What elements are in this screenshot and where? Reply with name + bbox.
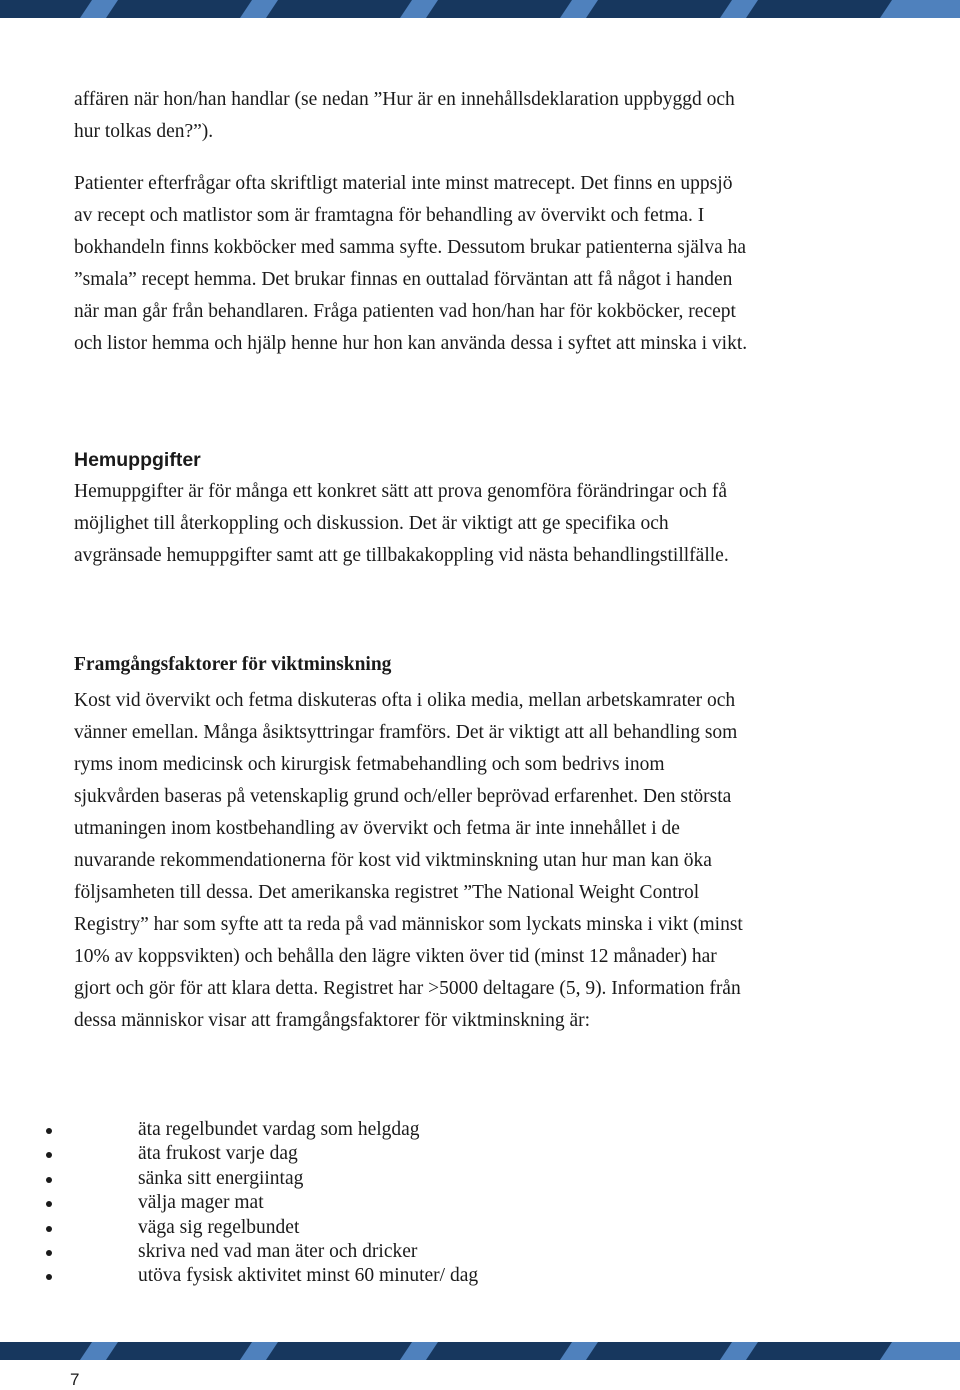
bullet-icon	[46, 1201, 52, 1207]
list-item-text: väga sig regelbundet	[138, 1216, 300, 1238]
bullet-icon	[46, 1128, 52, 1134]
bullet-icon	[46, 1226, 52, 1232]
list-item-text: sänka sitt energiintag	[138, 1167, 304, 1189]
page-number: 7	[70, 1370, 80, 1389]
bullet-icon	[46, 1177, 52, 1183]
list-item-text: välja mager mat	[138, 1192, 264, 1214]
list-item-text: äta regelbundet vardag som helgdag	[138, 1119, 420, 1140]
paragraph-1: affären när hon/han handlar (se nedan ”Hur är en innehållsdeklaration uppbyggd och hur tolkas den?”).	[74, 89, 735, 142]
footer-stripe-graphic	[0, 1342, 960, 1360]
header-stripe-graphic	[0, 0, 960, 18]
heading-framgangsfaktorer: Framgångsfaktorer för viktminskning	[74, 654, 392, 675]
paragraph-4: Kost vid övervikt och fetma diskuteras ofta i olika media, mellan arbetskamrater och vänner emellan. Många åsiktsyttringar framförs. Det är viktigt att all behandling som ryms inom medicinsk och kirurgisk fetmabehandling och som bedrivs inom sjukvården baseras på vetenskaplig grund och/eller beprövad erfarenhet. Den största utmaningen inom kostbehandling av övervikt och fetma är inte innehållet i de nuvarande rekommendationerna för kost vid viktminskning utan hur man kan öka följsamheten till dessa. Det amerikanska registret ”The National Weight Control Registry” har som syfte att ta reda på vad människor som lyckats minska i vikt (minst 10% av koppsvikten) och behålla den lägre vikten över tid (minst 12 månader) har gjort och gör för att klara detta. Registret har >5000 deltagare (5, 9). Information från dessa människor visar att framgångsfaktorer för viktminskning är:	[74, 690, 743, 1031]
bullet-icon	[46, 1152, 52, 1158]
list-item-text: utöva fysisk aktivitet minst 60 minuter/ dag	[138, 1265, 479, 1287]
list-item-text: skriva ned vad man äter och dricker	[138, 1240, 418, 1262]
bullet-icon	[46, 1274, 52, 1280]
paragraph-3: Hemuppgifter är för många ett konkret sätt att prova genomföra förändringar och få möjlighet till återkoppling och diskussion. Det är viktigt att ge specifika och avgränsade hemuppgifter samt att ge tillbakakoppling vid nästa behandlingstillfälle.	[74, 481, 729, 566]
bullet-icon	[46, 1250, 52, 1256]
heading-hemuppgifter: Hemuppgifter	[74, 449, 201, 471]
footer-band	[0, 1342, 960, 1360]
header-band	[0, 0, 960, 18]
list-item-text: äta frukost varje dag	[138, 1143, 298, 1165]
paragraph-2: Patienter efterfrågar ofta skriftligt material inte minst matrecept. Det finns en uppsjö av recept och matlistor som är framtagna för behandling av övervikt och fetma. I bokhandeln finns kokböcker med samma syfte. Dessutom brukar patienterna själva ha ”smala” recept hemma. Det brukar finnas en outtalad förväntan att få något i handen när man går från behandlaren. Fråga patienten vad hon/han har för kokböcker, recept och listor hemma och hjälp henne hur hon kan använda dessa i syftet att minska i vikt.	[74, 173, 748, 354]
